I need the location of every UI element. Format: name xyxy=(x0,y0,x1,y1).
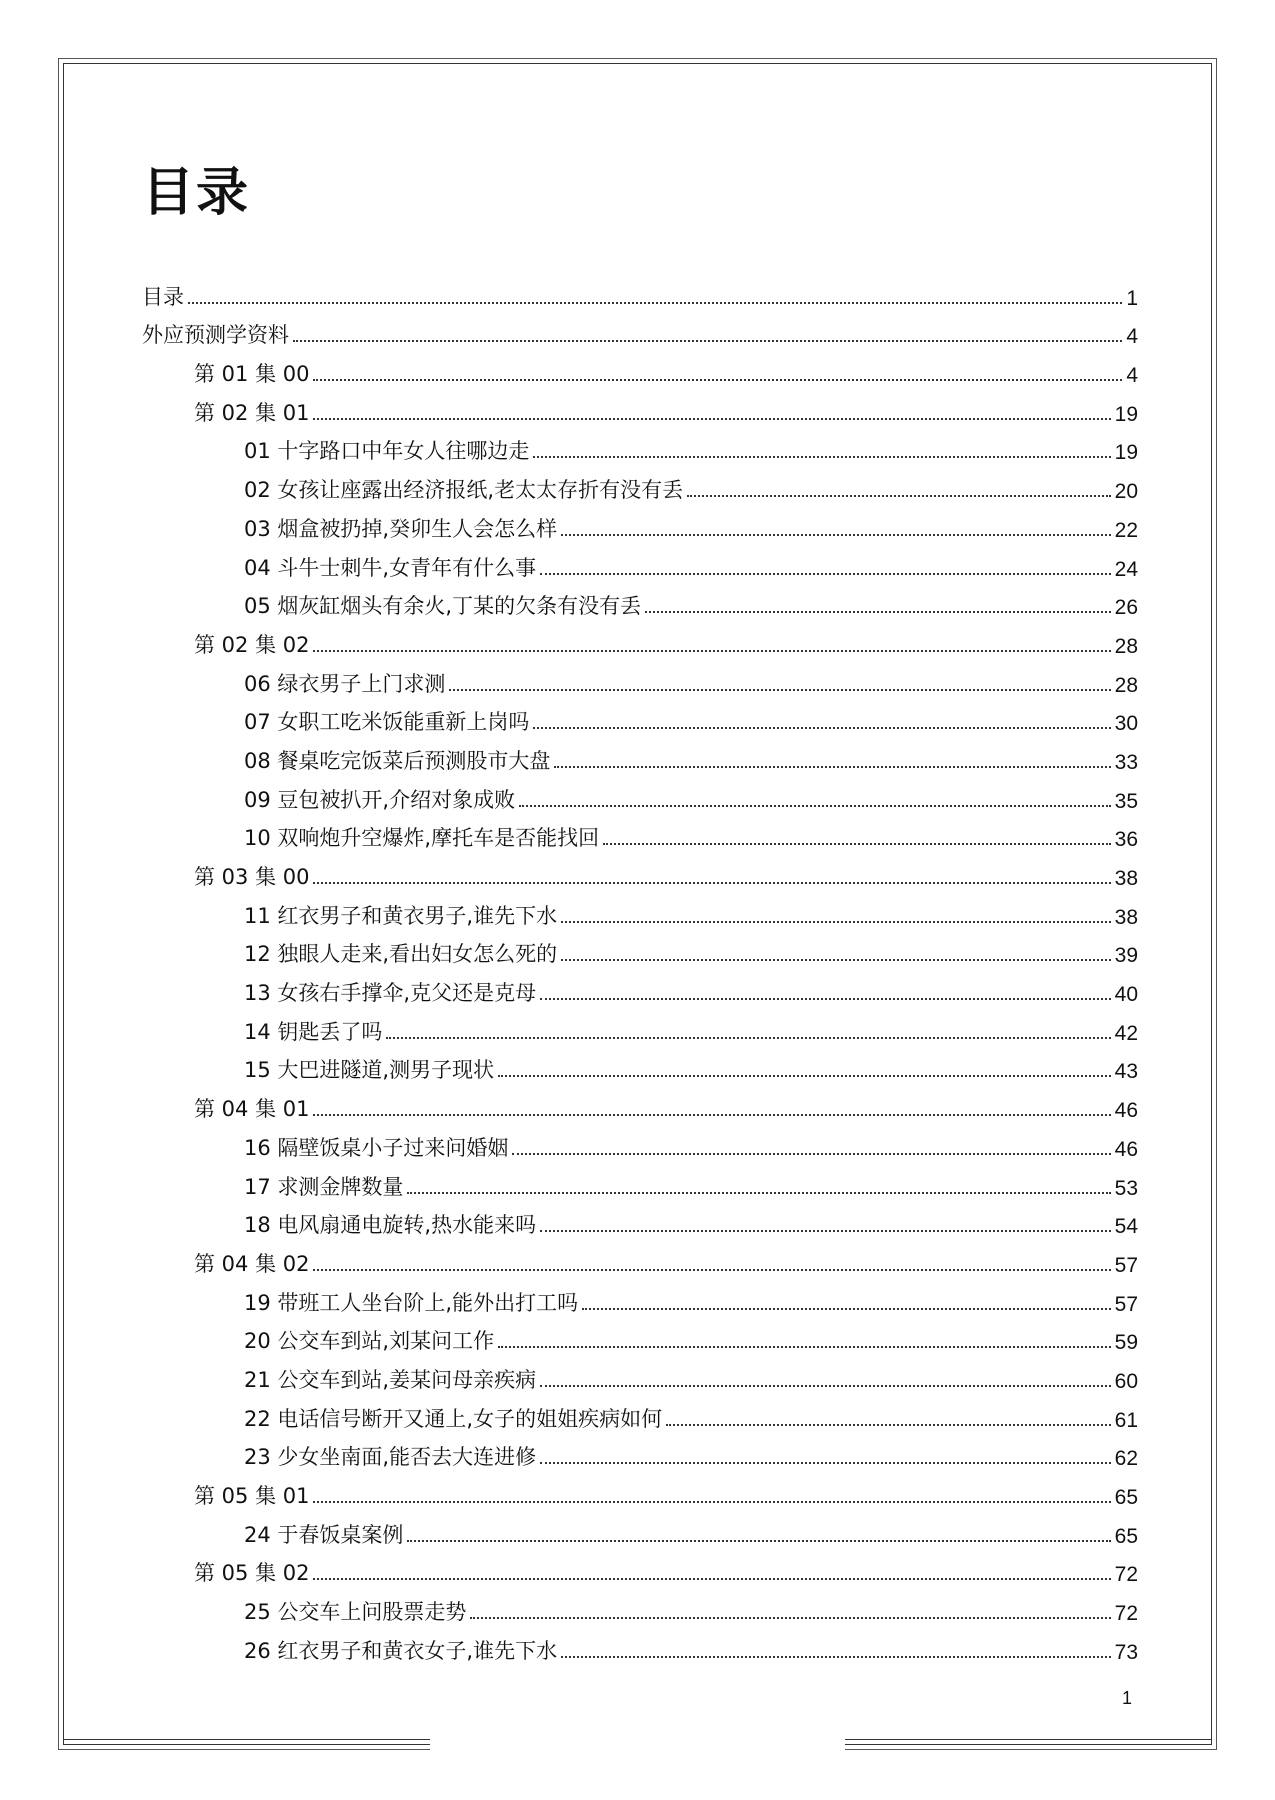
toc-entry[interactable] xyxy=(142,349,1138,388)
toc-entry-page: 73 xyxy=(1114,1640,1138,1664)
toc-entry-title: 07 女职工吃米饭能重新上岗吗 xyxy=(244,710,530,735)
toc-entry-title: 外应预测学资料 xyxy=(142,323,289,348)
toc-entry[interactable] xyxy=(142,1471,1138,1510)
toc-entry-title: 02 女孩让座露出经济报纸,老太太存折有没有丢 xyxy=(244,478,684,503)
footer-rule-left xyxy=(64,1739,430,1745)
toc-entry[interactable] xyxy=(142,659,1138,698)
toc-entry-page: 65 xyxy=(1114,1486,1138,1509)
toc-entry-title: 24 于春饭桌案例 xyxy=(244,1522,404,1547)
toc-entry[interactable] xyxy=(142,698,1138,737)
toc-entry-page: 19 xyxy=(1114,402,1138,426)
toc-leader-dots xyxy=(313,1114,1110,1116)
toc-entry-title: 12 独眼人走来,看出妇女怎么死的 xyxy=(244,942,558,967)
toc-entry-page: 28 xyxy=(1114,673,1138,697)
toc-entry-title: 23 少女坐南面,能否去大连进修 xyxy=(244,1445,537,1470)
toc-entry-page: 46 xyxy=(1114,1137,1138,1161)
toc-entry-title: 05 烟灰缸烟头有余火,丁某的欠条有没有丢 xyxy=(244,594,642,619)
toc-leader-dots xyxy=(540,1230,1111,1232)
toc-leader-dots xyxy=(561,1656,1111,1658)
toc-entry-title: 17 求测金牌数量 xyxy=(244,1174,404,1199)
toc-leader-dots xyxy=(645,611,1111,613)
toc-leader-dots xyxy=(540,573,1111,575)
toc-entry-title: 第 04 集 02 xyxy=(194,1251,310,1276)
toc-entry-title: 第 03 集 00 xyxy=(194,865,310,889)
toc-entry[interactable] xyxy=(142,1278,1138,1317)
toc-entry[interactable] xyxy=(142,388,1138,427)
footer-rule-right xyxy=(845,1739,1211,1745)
toc-leader-dots xyxy=(533,456,1110,458)
toc-entry-page: 61 xyxy=(1114,1408,1138,1432)
toc-leader-dots xyxy=(561,921,1111,923)
toc-entry-title: 06 绿衣男子上门求测 xyxy=(244,671,446,696)
toc-entry-page: 72 xyxy=(1114,1602,1138,1626)
toc-entry-page: 53 xyxy=(1114,1176,1138,1200)
toc-entry-title: 第 05 集 01 xyxy=(194,1484,310,1508)
toc-leader-dots xyxy=(561,534,1111,536)
table-of-contents xyxy=(142,272,1138,1665)
toc-entry-page: 1 xyxy=(1126,286,1138,310)
toc-leader-dots xyxy=(313,418,1110,420)
toc-entry-page: 22 xyxy=(1114,518,1138,542)
toc-entry[interactable] xyxy=(142,1317,1138,1356)
toc-entry-title: 03 烟盒被扔掉,癸卯生人会怎么样 xyxy=(244,516,558,541)
toc-leader-dots xyxy=(313,882,1110,884)
toc-entry-title: 第 01 集 00 xyxy=(194,362,310,387)
toc-entry[interactable] xyxy=(142,1046,1138,1085)
toc-entry-title: 14 钥匙丢了吗 xyxy=(244,1019,383,1044)
toc-leader-dots xyxy=(540,1462,1111,1464)
toc-entry-title: 25 公交车上问股票走势 xyxy=(244,1600,467,1625)
toc-entry-page: 30 xyxy=(1114,712,1138,736)
toc-entry-page: 4 xyxy=(1126,364,1138,388)
toc-entry[interactable] xyxy=(142,1394,1138,1433)
toc-leader-dots xyxy=(498,1346,1111,1348)
page-title: 目录 xyxy=(142,163,251,223)
toc-entry[interactable] xyxy=(142,1084,1138,1123)
toc-leader-dots xyxy=(188,302,1122,304)
toc-leader-dots xyxy=(603,843,1111,845)
toc-entry-page: 26 xyxy=(1114,596,1138,620)
toc-leader-dots xyxy=(313,379,1122,381)
toc-entry-title: 16 隔壁饭桌小子过来问婚姻 xyxy=(244,1135,509,1160)
toc-entry[interactable] xyxy=(142,968,1138,1007)
toc-entry[interactable] xyxy=(142,930,1138,969)
toc-entry[interactable] xyxy=(142,1587,1138,1626)
toc-entry-title: 第 02 集 02 xyxy=(194,632,310,657)
toc-entry-page: 40 xyxy=(1114,983,1138,1007)
toc-leader-dots xyxy=(313,1269,1110,1271)
toc-entry[interactable] xyxy=(142,1239,1138,1278)
toc-entry[interactable] xyxy=(142,1433,1138,1472)
toc-entry[interactable] xyxy=(142,427,1138,466)
toc-entry[interactable] xyxy=(142,891,1138,930)
toc-entry[interactable] xyxy=(142,1626,1138,1665)
toc-leader-dots xyxy=(554,766,1110,768)
toc-entry-page: 39 xyxy=(1114,944,1138,968)
toc-leader-dots xyxy=(470,1617,1110,1619)
toc-entry-title: 26 红衣男子和黄衣女子,谁先下水 xyxy=(244,1638,558,1663)
toc-entry-page: 42 xyxy=(1114,1021,1138,1045)
toc-leader-dots xyxy=(519,805,1111,807)
toc-entry-page: 36 xyxy=(1114,828,1138,852)
toc-entry[interactable] xyxy=(142,504,1138,543)
toc-entry[interactable] xyxy=(142,736,1138,775)
toc-entry-page: 65 xyxy=(1114,1524,1138,1548)
toc-entry-title: 04 斗牛士刺牛,女青年有什么事 xyxy=(244,555,537,580)
toc-entry[interactable] xyxy=(142,620,1138,659)
toc-leader-dots xyxy=(533,727,1110,729)
toc-entry[interactable] xyxy=(142,814,1138,853)
toc-entry-page: 59 xyxy=(1114,1331,1138,1355)
toc-entry-title: 09 豆包被扒开,介绍对象成败 xyxy=(244,787,516,812)
toc-entry[interactable] xyxy=(142,1549,1138,1588)
toc-entry-title: 11 红衣男子和黄衣男子,谁先下水 xyxy=(244,903,558,928)
toc-leader-dots xyxy=(540,1385,1111,1387)
toc-entry-title: 01 十字路口中年女人往哪边走 xyxy=(244,439,530,464)
toc-entry-page: 35 xyxy=(1114,789,1138,813)
toc-entry-page: 38 xyxy=(1114,867,1138,890)
toc-entry-page: 72 xyxy=(1114,1563,1138,1587)
toc-leader-dots xyxy=(449,689,1110,691)
toc-entry[interactable] xyxy=(142,465,1138,504)
toc-leader-dots xyxy=(498,1075,1111,1077)
page-number: 1 xyxy=(1122,1688,1133,1708)
toc-entry-page: 19 xyxy=(1114,441,1138,465)
toc-entry-page: 28 xyxy=(1114,634,1138,658)
toc-leader-dots xyxy=(687,495,1111,497)
toc-entry-title: 22 电话信号断开又通上,女子的姐姐疾病如何 xyxy=(244,1406,663,1431)
toc-entry-title: 13 女孩右手撑伞,克父还是克母 xyxy=(244,981,537,1006)
toc-entry[interactable] xyxy=(142,1355,1138,1394)
toc-entry-title: 10 双响炮升空爆炸,摩托车是否能找回 xyxy=(244,826,600,851)
toc-entry-page: 57 xyxy=(1114,1292,1138,1316)
toc-entry-title: 15 大巴进隧道,测男子现状 xyxy=(244,1058,495,1083)
toc-entry-title: 18 电风扇通电旋转,热水能来吗 xyxy=(244,1213,537,1238)
toc-entry-title: 21 公交车到站,姜某问母亲疾病 xyxy=(244,1367,537,1392)
toc-entry-page: 24 xyxy=(1114,557,1138,581)
toc-entry[interactable] xyxy=(142,582,1138,621)
toc-leader-dots xyxy=(407,1192,1110,1194)
toc-entry-page: 4 xyxy=(1126,325,1138,349)
toc-entry-page: 20 xyxy=(1114,480,1138,504)
toc-entry[interactable] xyxy=(142,1510,1138,1549)
toc-leader-dots xyxy=(313,1501,1110,1503)
toc-leader-dots xyxy=(386,1037,1110,1039)
footer-gap xyxy=(430,1738,845,1754)
toc-entry-page: 33 xyxy=(1114,750,1138,774)
toc-entry-title: 第 04 集 01 xyxy=(194,1097,310,1122)
toc-entry-title: 第 02 集 01 xyxy=(194,400,310,425)
toc-leader-dots xyxy=(582,1308,1111,1310)
toc-entry-title: 目录 xyxy=(142,284,184,309)
toc-entry[interactable] xyxy=(142,272,1138,311)
toc-entry-page: 60 xyxy=(1114,1369,1138,1393)
toc-entry-title: 第 05 集 02 xyxy=(194,1561,310,1586)
toc-entry-title: 08 餐桌吃完饭菜后预测股市大盘 xyxy=(244,748,551,773)
toc-leader-dots xyxy=(407,1540,1110,1542)
toc-entry-title: 20 公交车到站,刘某问工作 xyxy=(244,1329,495,1354)
toc-entry[interactable] xyxy=(142,543,1138,582)
toc-entry[interactable] xyxy=(142,1123,1138,1162)
toc-entry[interactable] xyxy=(142,1162,1138,1201)
toc-leader-dots xyxy=(540,998,1111,1000)
toc-leader-dots xyxy=(512,1153,1110,1155)
toc-entry-page: 43 xyxy=(1114,1060,1138,1084)
toc-entry-page: 57 xyxy=(1114,1253,1138,1277)
toc-leader-dots xyxy=(313,650,1110,652)
toc-entry-title: 19 带班工人坐台阶上,能外出打工吗 xyxy=(244,1290,579,1315)
toc-leader-dots xyxy=(313,1578,1110,1580)
toc-entry[interactable] xyxy=(142,1007,1138,1046)
toc-entry[interactable] xyxy=(142,775,1138,814)
toc-entry-page: 38 xyxy=(1114,905,1138,929)
toc-entry-page: 46 xyxy=(1114,1099,1138,1123)
toc-entry-page: 62 xyxy=(1114,1447,1138,1471)
toc-leader-dots xyxy=(666,1424,1111,1426)
toc-entry-page: 54 xyxy=(1114,1215,1138,1239)
toc-leader-dots xyxy=(293,340,1122,342)
toc-leader-dots xyxy=(561,959,1111,961)
toc-entry[interactable] xyxy=(142,1201,1138,1240)
toc-entry[interactable] xyxy=(142,311,1138,350)
toc-entry[interactable] xyxy=(142,852,1138,891)
